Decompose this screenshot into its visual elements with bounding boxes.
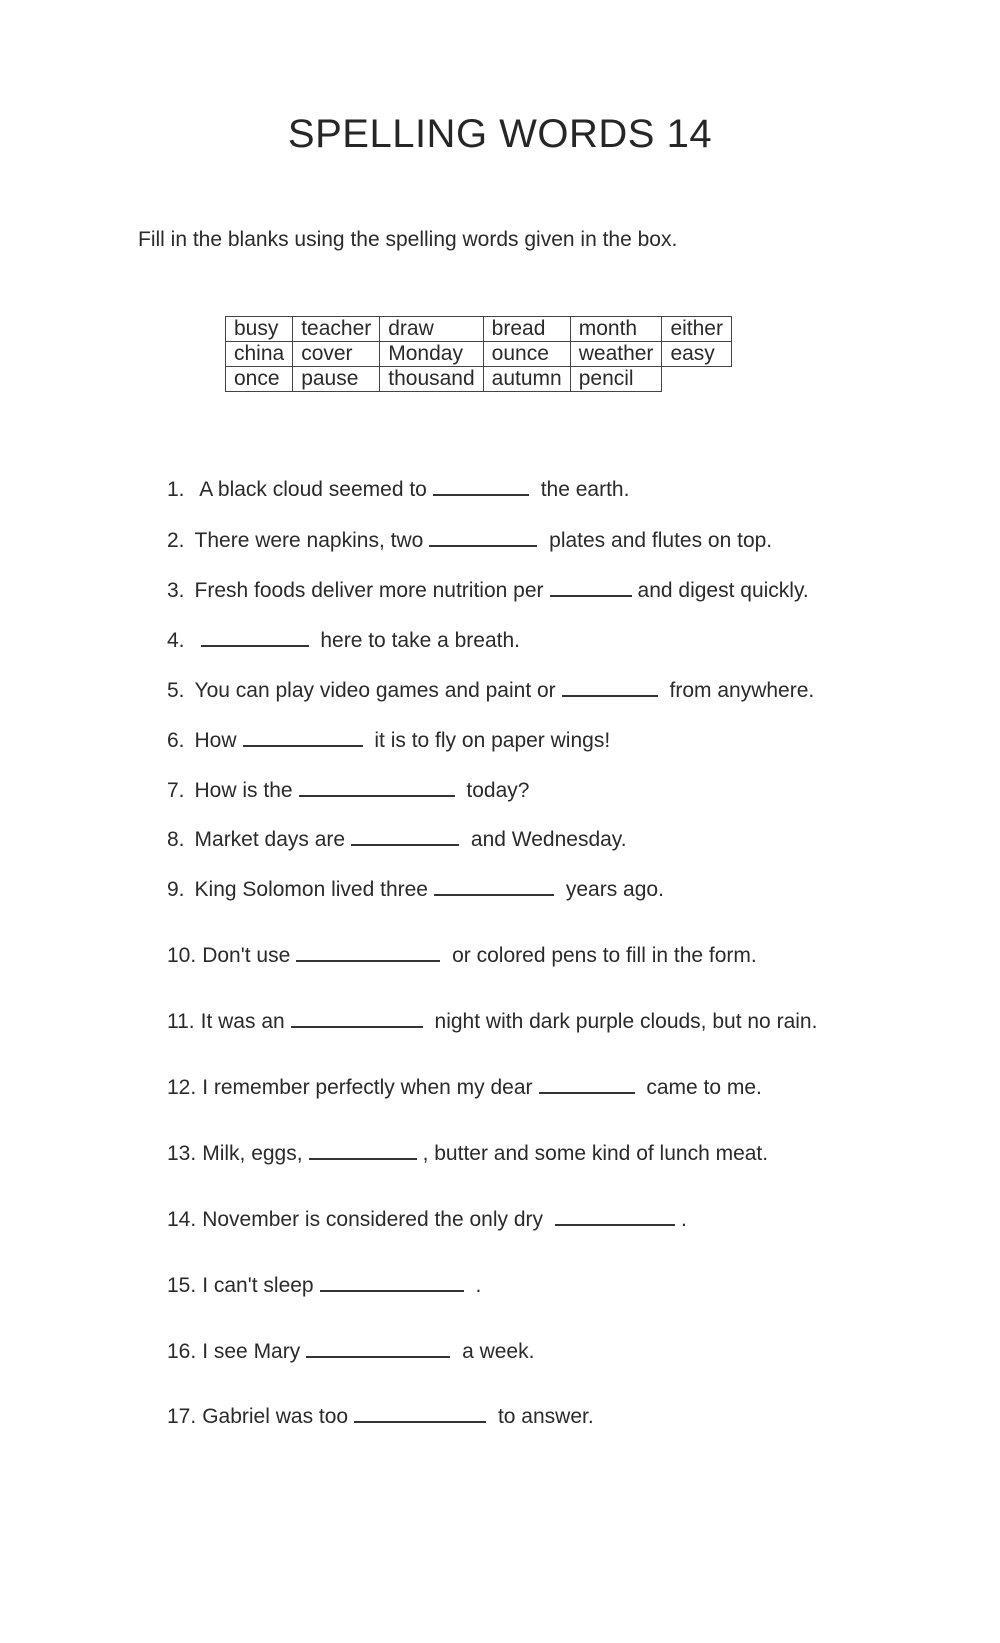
answer-blank[interactable] (299, 777, 455, 797)
spelling-word-box (225, 316, 732, 392)
question-number: 7. (167, 779, 185, 802)
word-box-row (226, 342, 732, 367)
question-number: 16. (167, 1340, 197, 1363)
answer-blank[interactable] (555, 1206, 675, 1226)
question-text-after: here to take a breath. (320, 629, 520, 652)
word-cell: pause (293, 367, 380, 392)
word-cell: Monday (380, 342, 483, 367)
question-text-after: the earth. (540, 478, 630, 501)
question-text-before: King Solomon lived three (194, 878, 428, 901)
word-cell: ounce (483, 342, 570, 367)
answer-blank[interactable] (320, 1272, 464, 1292)
question-item (167, 1140, 768, 1166)
question-number: 3. (167, 579, 185, 602)
word-cell: china (226, 342, 293, 367)
question-text-before: A black cloud seemed to (199, 478, 427, 501)
question-text-after: a week. (462, 1340, 535, 1363)
word-cell: cover (293, 342, 380, 367)
answer-blank[interactable] (429, 527, 537, 547)
question-item (167, 1074, 762, 1100)
question-text-after: . (681, 1208, 687, 1231)
question-item (167, 1403, 594, 1429)
question-item (167, 527, 772, 553)
word-cell: bread (483, 317, 570, 342)
word-cell: thousand (380, 367, 483, 392)
question-item (167, 1272, 481, 1298)
question-item (167, 942, 757, 968)
question-text-before: There were napkins, two (194, 529, 424, 552)
question-text-after: came to me. (646, 1076, 762, 1099)
question-text-after: night with dark purple clouds, but no rain. (434, 1010, 818, 1033)
word-cell: weather (570, 342, 662, 367)
question-text-after: . (475, 1274, 482, 1297)
question-number: 8. (167, 828, 185, 851)
question-text-after: years ago. (565, 878, 664, 901)
question-text-after: and digest quickly. (637, 579, 809, 602)
question-number: 14. (167, 1208, 197, 1231)
word-cell: autumn (483, 367, 570, 392)
empty-cell (662, 367, 732, 392)
question-item (167, 677, 814, 703)
question-text-before: I remember perfectly when my dear (202, 1076, 533, 1099)
question-text-after: to answer. (497, 1405, 594, 1428)
word-box-row (226, 367, 732, 392)
word-cell: pencil (570, 367, 662, 392)
answer-blank[interactable] (296, 942, 440, 962)
question-text-after: it is to fly on paper wings! (374, 729, 611, 752)
question-text-before: Milk, eggs, (202, 1142, 303, 1165)
answer-blank[interactable] (433, 476, 529, 496)
question-item (167, 1338, 534, 1364)
word-cell: month (570, 317, 662, 342)
question-item (167, 476, 629, 502)
question-item (167, 727, 610, 753)
word-cell: teacher (293, 317, 380, 342)
question-number: 1. (167, 478, 185, 501)
question-number: 12. (167, 1076, 197, 1099)
worksheet-title: SPELLING WORDS 14 (287, 112, 713, 156)
question-text-before: I can't sleep (202, 1274, 314, 1297)
question-item (167, 1206, 687, 1232)
question-text-before: Market days are (194, 828, 346, 851)
question-text-before: You can play video games and paint or (194, 679, 556, 702)
answer-blank[interactable] (434, 876, 554, 896)
question-text-before: I see Mary (202, 1340, 301, 1363)
answer-blank[interactable] (291, 1008, 423, 1028)
answer-blank[interactable] (309, 1140, 417, 1160)
question-text-after: plates and flutes on top. (549, 529, 773, 552)
answer-blank[interactable] (550, 577, 632, 597)
answer-blank[interactable] (201, 627, 309, 647)
question-item (167, 577, 809, 603)
word-box-row (226, 317, 732, 342)
question-text-after: today? (466, 779, 530, 802)
question-item (167, 1008, 817, 1034)
question-number: 6. (167, 729, 185, 752)
question-number: 10. (167, 944, 197, 967)
question-number: 2. (167, 529, 185, 552)
question-number: 5. (167, 679, 185, 702)
instructions-text: Fill in the blanks using the spelling words given in the box. (138, 228, 678, 251)
question-number: 11. (167, 1010, 195, 1033)
question-text-before: Fresh foods deliver more nutrition per (194, 579, 544, 602)
word-cell: either (662, 317, 732, 342)
answer-blank[interactable] (306, 1338, 450, 1358)
question-text-before: November is considered the only dry (202, 1208, 544, 1231)
question-number: 9. (167, 878, 185, 901)
question-text-after: from anywhere. (669, 679, 815, 702)
question-text-after: , butter and some kind of lunch meat. (422, 1142, 769, 1165)
question-item (167, 777, 529, 803)
question-number: 17. (167, 1405, 197, 1428)
word-cell: once (226, 367, 293, 392)
question-text-after: and Wednesday. (470, 828, 627, 851)
question-text-before: Don't use (202, 944, 291, 967)
word-cell: busy (226, 317, 293, 342)
answer-blank[interactable] (562, 677, 658, 697)
answer-blank[interactable] (354, 1403, 486, 1423)
answer-blank[interactable] (243, 727, 363, 747)
question-item (167, 627, 520, 653)
question-number: 15. (167, 1274, 197, 1297)
question-text-before: Gabriel was too (202, 1405, 349, 1428)
word-cell: easy (662, 342, 732, 367)
question-number: 4. (167, 629, 185, 652)
question-item (167, 826, 627, 852)
answer-blank[interactable] (351, 826, 459, 846)
question-item (167, 876, 664, 902)
question-text-after: or colored pens to fill in the form. (452, 944, 757, 967)
answer-blank[interactable] (539, 1074, 635, 1094)
question-text-before: How (194, 729, 237, 752)
question-text-before: It was an (200, 1010, 285, 1033)
question-text-before: How is the (194, 779, 293, 802)
word-cell: draw (380, 317, 483, 342)
question-number: 13. (167, 1142, 197, 1165)
